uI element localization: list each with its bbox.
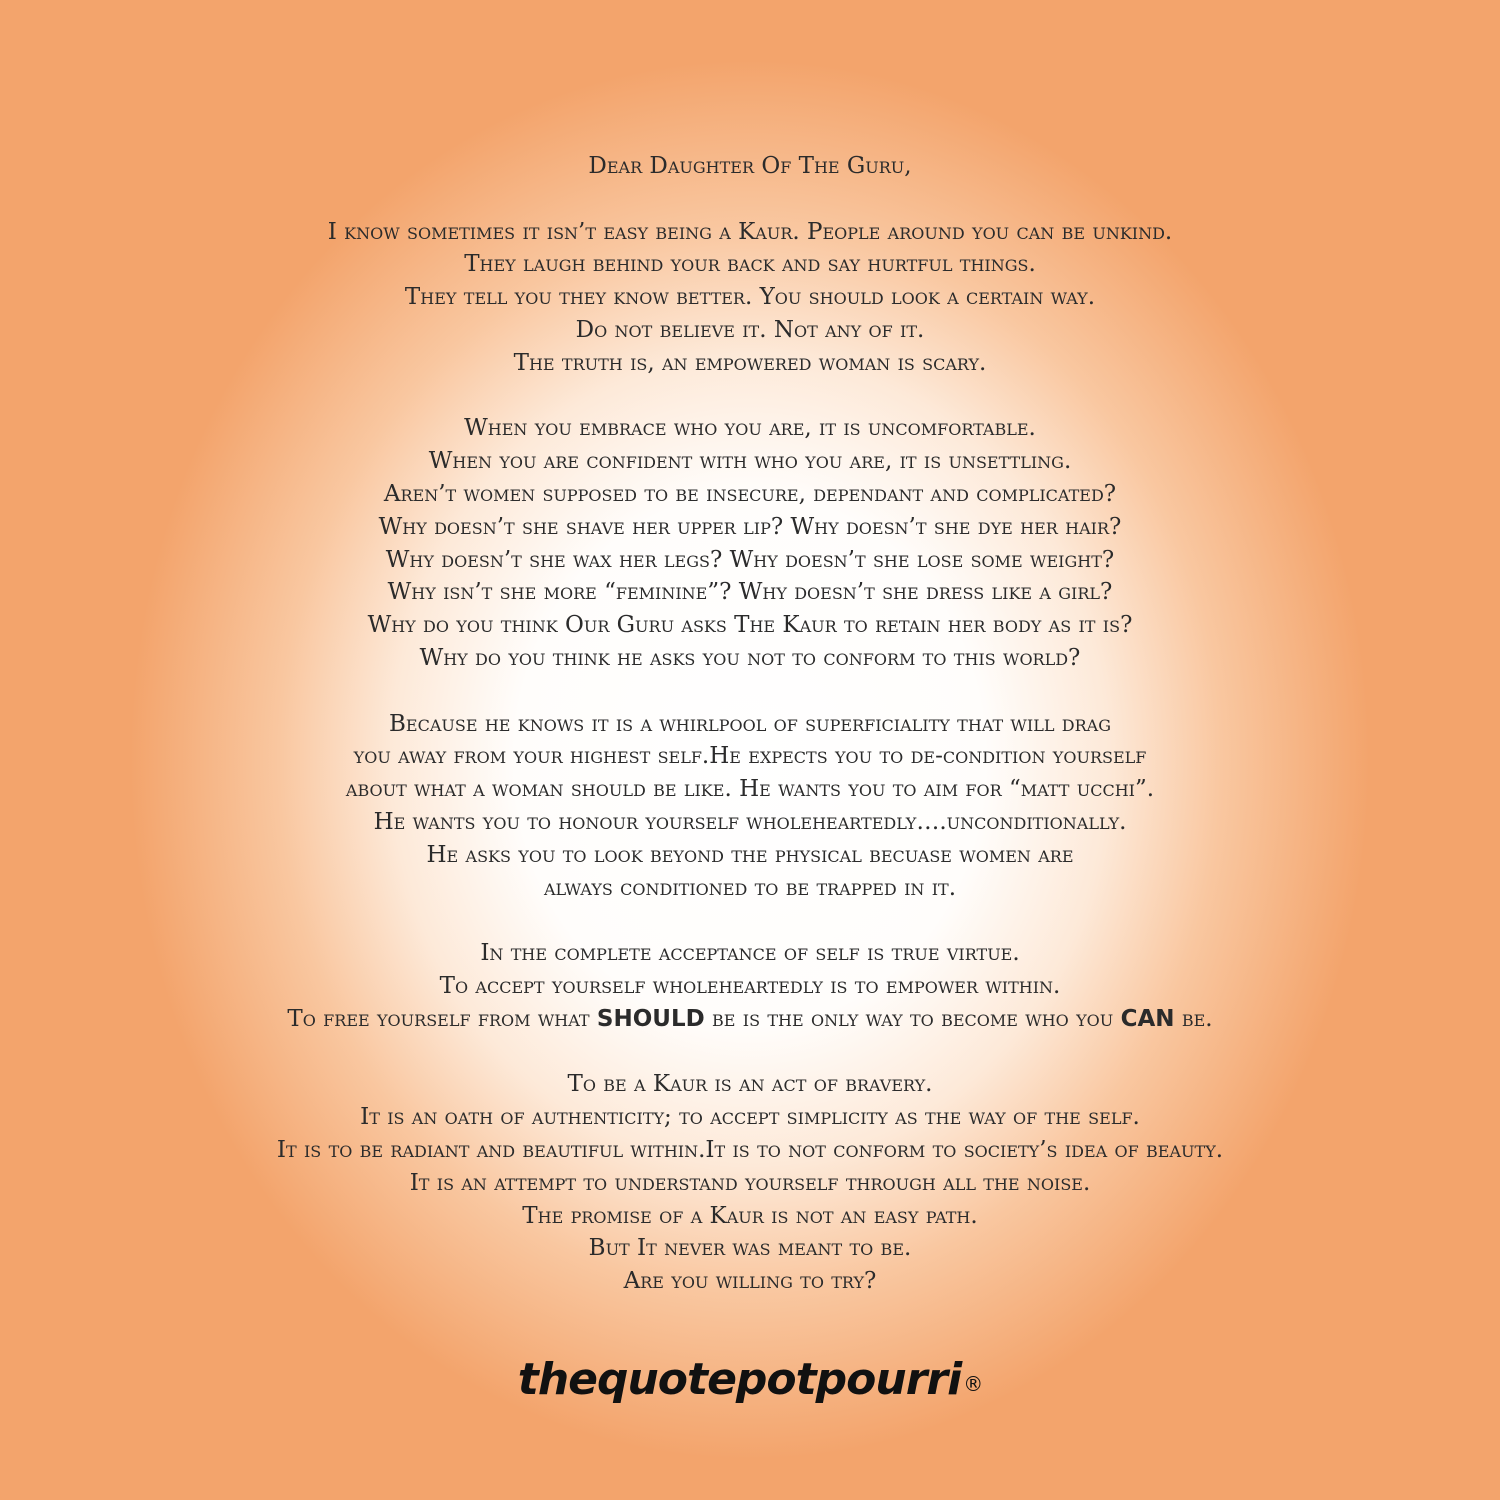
letter-line: Why doesn’t she shave her upper lip? Why doesn’t she dye her hair? [378, 513, 1122, 540]
registered-mark: ® [963, 1372, 983, 1396]
salutation: Dear Daughter Of The Guru, [588, 153, 912, 179]
emphasis-line-part: be is the only way to become who you [704, 1005, 1121, 1032]
letter-line: I know sometimes it isn’t easy being a Kaur. People around you can be unkind. [327, 218, 1173, 245]
letter-body [0, 150, 1500, 1298]
letter-line: He wants you to honour yourself wholeheartedly….unconditionally. [373, 808, 1127, 835]
paragraph-3 [0, 708, 1500, 905]
letter-line: To accept yourself wholeheartedly is to empower within. [439, 972, 1061, 999]
letter-line: you away from your highest self.He expects you to de-condition yourself [353, 743, 1147, 770]
letter-line: Why isn’t she more “feminine”? Why doesn’t she dress like a girl? [387, 579, 1113, 606]
letter-line: Because he knows it is a whirlpool of superficiality that will drag [389, 710, 1111, 737]
letter-line: always conditioned to be trapped in it. [543, 874, 957, 901]
letter-line: It is an attempt to understand yourself through all the noise. [409, 1169, 1091, 1196]
letter-line: Why doesn’t she wax her legs? Why doesn’t she lose some weight? [385, 546, 1115, 573]
letter-line: They tell you they know better. You should look a certain way. [404, 284, 1096, 311]
letter-line: He asks you to look beyond the physical becuase women are [426, 841, 1074, 868]
letter-line: To be a Kaur is an act of bravery. [567, 1071, 933, 1098]
letter-line: When you embrace who you are, it is uncomfortable. [464, 415, 1036, 442]
letter-line: The truth is, an empowered woman is scary. [513, 349, 987, 376]
letter-line: The promise of a Kaur is not an easy path. [522, 1202, 978, 1229]
brand-signature [0, 1350, 1500, 1410]
letter-line: In the complete acceptance of self is true virtue. [480, 940, 1020, 967]
signature-text: thequotepotpourri [517, 1354, 962, 1405]
letter-line: about what a woman should be like. He wants you to aim for “matt ucchi”. [345, 776, 1155, 803]
letter-line: It is to be radiant and beautiful within.It is to not conform to society’s idea of beauty. [276, 1136, 1224, 1163]
emphasis-line-part: be. [1174, 1005, 1213, 1032]
emphasis-line-part: To free yourself from what [287, 1005, 597, 1032]
letter-line: Do not believe it. Not any of it. [575, 316, 925, 343]
emphasis-should: SHOULD [596, 1005, 705, 1032]
letter-line: It is an oath of authenticity; to accept simplicity as the way of the self. [360, 1104, 1140, 1131]
letter-line: When you are confident with who you are, it is unsettling. [428, 448, 1072, 475]
paragraph-1 [0, 216, 1500, 380]
emphasis-line [0, 1003, 1500, 1036]
letter-line: But It never was meant to be. [588, 1235, 912, 1262]
letter-line: Why do you think Our Guru asks The Kaur to retain her body as it is? [367, 612, 1133, 639]
paragraph-2 [0, 412, 1500, 674]
emphasis-can: CAN [1120, 1005, 1175, 1032]
letter-line: Aren’t women supposed to be insecure, dependant and complicated? [383, 480, 1117, 507]
letter-line: Why do you think he asks you not to conform to this world? [419, 644, 1081, 671]
paragraph-5 [0, 1068, 1500, 1298]
salutation-block [0, 150, 1500, 183]
letter-line: Are you willing to try? [623, 1268, 877, 1295]
letter-line: They laugh behind your back and say hurtful things. [464, 251, 1036, 278]
paragraph-4 [0, 937, 1500, 1035]
